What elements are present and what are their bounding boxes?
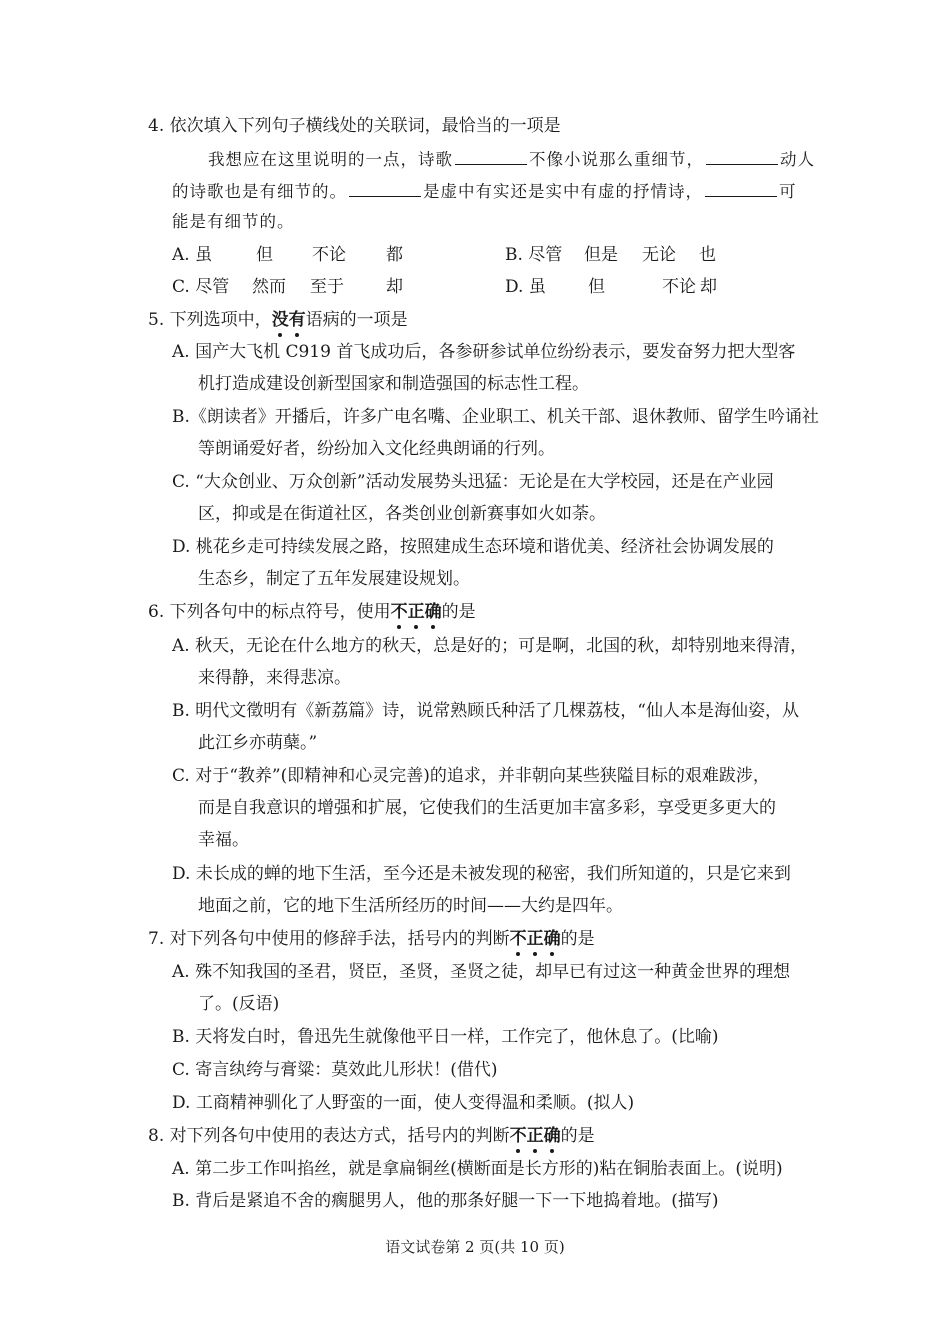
q4-option-c-2: 然而 bbox=[252, 277, 286, 297]
q4-option-d: D. 虽 bbox=[505, 277, 546, 297]
q4-option-c-4: 却 bbox=[386, 277, 403, 297]
q7-stem-text: 7. 对下列各句中使用的修辞手法，括号内的判断 bbox=[148, 929, 510, 949]
q8-stem bbox=[148, 1124, 595, 1148]
q8-stem-text: 8. 对下列各句中使用的表达方式，括号内的判断 bbox=[148, 1126, 510, 1146]
emphasis-char: 有 bbox=[288, 310, 306, 330]
q4-option-a-4: 都 bbox=[386, 245, 403, 265]
q4-passage-text: 的诗歌也是有细节的。 bbox=[172, 182, 347, 201]
q6-option-c-line-2: 而是自我意识的增强和扩展，它使我们的生活更加丰富多彩，享受更多更大的 bbox=[198, 798, 776, 818]
q5-option-c-line-1: C. “大众创业、万众创新”活动发展势头迅猛：无论是在大学校园，还是在产业园 bbox=[172, 472, 774, 492]
emphasis-marked-text bbox=[510, 1126, 561, 1146]
q5-stem bbox=[148, 308, 408, 332]
q4-option-d-2: 但 bbox=[588, 277, 605, 297]
q6-option-a-line-2: 来得静，来得悲凉。 bbox=[198, 668, 351, 688]
blank-3 bbox=[349, 178, 421, 197]
q7-option-b: B. 天将发白时，鲁迅先生就像他平日一样，工作完了，他休息了。(比喻) bbox=[172, 1027, 719, 1047]
q6-option-c-line-3: 幸福。 bbox=[198, 830, 249, 850]
blank-2 bbox=[706, 146, 778, 165]
q7-option-a-line-1: A. 殊不知我国的圣君，贤臣，圣贤，圣贤之徒，却早已有过这一种黄金世界的理想 bbox=[172, 962, 791, 982]
q4-option-b: B. 尽管 bbox=[505, 245, 563, 265]
q4-option-a-2: 但 bbox=[256, 245, 273, 265]
emphasis-char: 正 bbox=[526, 929, 544, 949]
emphasis-char: 正 bbox=[407, 602, 425, 622]
q7-stem-text: 的是 bbox=[560, 929, 595, 949]
emphasis-char: 确 bbox=[543, 1126, 561, 1146]
q8-option-a: A. 第二步工作叫掐丝，就是拿扁铜丝(横断面是长方形的)粘在铜胎表面上。(说明) bbox=[172, 1159, 783, 1179]
q4-option-b-2: 但是 bbox=[584, 245, 618, 265]
q4-option-c-3: 至于 bbox=[310, 277, 344, 297]
emphasis-marked-text bbox=[272, 310, 306, 330]
q4-passage-line-2 bbox=[172, 178, 797, 204]
q6-stem bbox=[148, 600, 476, 624]
q5-option-a-line-2: 机打造成建设创新型国家和制造强国的标志性工程。 bbox=[198, 374, 589, 394]
blank-1 bbox=[455, 146, 527, 165]
blank-4 bbox=[705, 178, 777, 197]
q4-passage-line-3: 能是有细节的。 bbox=[172, 212, 295, 231]
q4-passage-line-1 bbox=[208, 146, 815, 172]
emphasis-marked-text bbox=[391, 602, 442, 622]
q5-stem-text: 5. 下列选项中， bbox=[148, 310, 272, 330]
q8-option-b: B. 背后是紧追不舍的瘸腿男人，他的那条好腿一下一下地捣着地。(描写) bbox=[172, 1191, 719, 1211]
emphasis-char: 正 bbox=[526, 1126, 544, 1146]
q4-option-b-4: 也 bbox=[699, 245, 716, 265]
emphasis-char: 确 bbox=[424, 602, 442, 622]
page-footer: 语文试卷第 2 页(共 10 页) bbox=[385, 1238, 565, 1256]
q4-stem: 4. 依次填入下列句子横线处的关联词，最恰当的一项是 bbox=[148, 116, 561, 136]
q6-stem-text: 的是 bbox=[441, 602, 476, 622]
q7-option-c: C. 寄言纨绔与膏粱：莫效此儿形状！(借代) bbox=[172, 1060, 498, 1080]
q5-option-a-line-1: A. 国产大飞机 C919 首飞成功后，各参研参试单位纷纷表示，要发奋努力把大型客 bbox=[172, 342, 796, 362]
q4-passage-text: 可 bbox=[779, 182, 797, 201]
q4-passage-text: 不像小说那么重细节， bbox=[529, 150, 704, 169]
emphasis-char: 不 bbox=[509, 1126, 527, 1146]
q5-option-b-line-2: 等朗诵爱好者，纷纷加入文化经典朗诵的行列。 bbox=[198, 439, 555, 459]
q4-passage-text: 我想应在这里说明的一点，诗歌 bbox=[208, 150, 453, 169]
q5-option-c-line-2: 区，抑或是在街道社区，各类创业创新赛事如火如荼。 bbox=[198, 504, 606, 524]
emphasis-char: 不 bbox=[509, 929, 527, 949]
q4-option-b-3: 无论 bbox=[642, 245, 676, 265]
q6-option-a-line-1: A. 秋天，无论在什么地方的秋天，总是好的；可是啊，北国的秋，却特别地来得清， bbox=[172, 636, 808, 656]
emphasis-marked-text bbox=[510, 929, 561, 949]
q7-stem bbox=[148, 927, 595, 951]
q6-option-d-line-1: D. 未长成的蝉的地下生活，至今还是未被发现的秘密，我们所知道的，只是它来到 bbox=[172, 864, 791, 884]
q4-option-d-3: 不论 bbox=[662, 277, 696, 297]
q6-stem-text: 6. 下列各句中的标点符号，使用 bbox=[148, 602, 391, 622]
q6-option-b-line-1: B. 明代文徵明有《新荔篇》诗，说常熟顾氏种活了几棵荔枝，“仙人本是海仙姿，从 bbox=[172, 701, 799, 721]
q7-option-a-line-2: 了。(反语) bbox=[198, 994, 280, 1014]
q6-option-c-line-1: C. 对于“教养”(即精神和心灵完善)的追求，并非朝向某些狭隘目标的艰难跋涉， bbox=[172, 766, 770, 786]
q6-option-b-line-2: 此江乡亦萌蘖。” bbox=[198, 733, 318, 753]
q4-passage-text: 是虚中有实还是实中有虚的抒情诗， bbox=[423, 182, 703, 201]
emphasis-char: 没 bbox=[271, 310, 289, 330]
q5-option-d-line-1: D. 桃花乡走可持续发展之路，按照建成生态环境和谐优美、经济社会协调发展的 bbox=[172, 537, 774, 557]
q4-option-c: C. 尽管 bbox=[172, 277, 230, 297]
q4-passage-text: 动人 bbox=[780, 150, 815, 169]
q7-option-d: D. 工商精神驯化了人野蛮的一面，使人变得温和柔顺。(拟人) bbox=[172, 1093, 635, 1113]
q6-option-d-line-2: 地面之前，它的地下生活所经历的时间——大约是四年。 bbox=[198, 896, 623, 916]
q4-option-d-4: 却 bbox=[700, 277, 717, 297]
q5-stem-text: 语病的一项是 bbox=[305, 310, 408, 330]
q4-option-a: A. 虽 bbox=[172, 245, 213, 265]
q5-option-b-line-1: B.《朗读者》开播后，许多广电名嘴、企业职工、机关干部、退休教师、留学生吟诵社 bbox=[172, 407, 819, 427]
q8-stem-text: 的是 bbox=[560, 1126, 595, 1146]
emphasis-char: 确 bbox=[543, 929, 561, 949]
emphasis-char: 不 bbox=[390, 602, 408, 622]
q5-option-d-line-2: 生态乡，制定了五年发展建设规划。 bbox=[198, 569, 470, 589]
q4-option-a-3: 不论 bbox=[312, 245, 346, 265]
